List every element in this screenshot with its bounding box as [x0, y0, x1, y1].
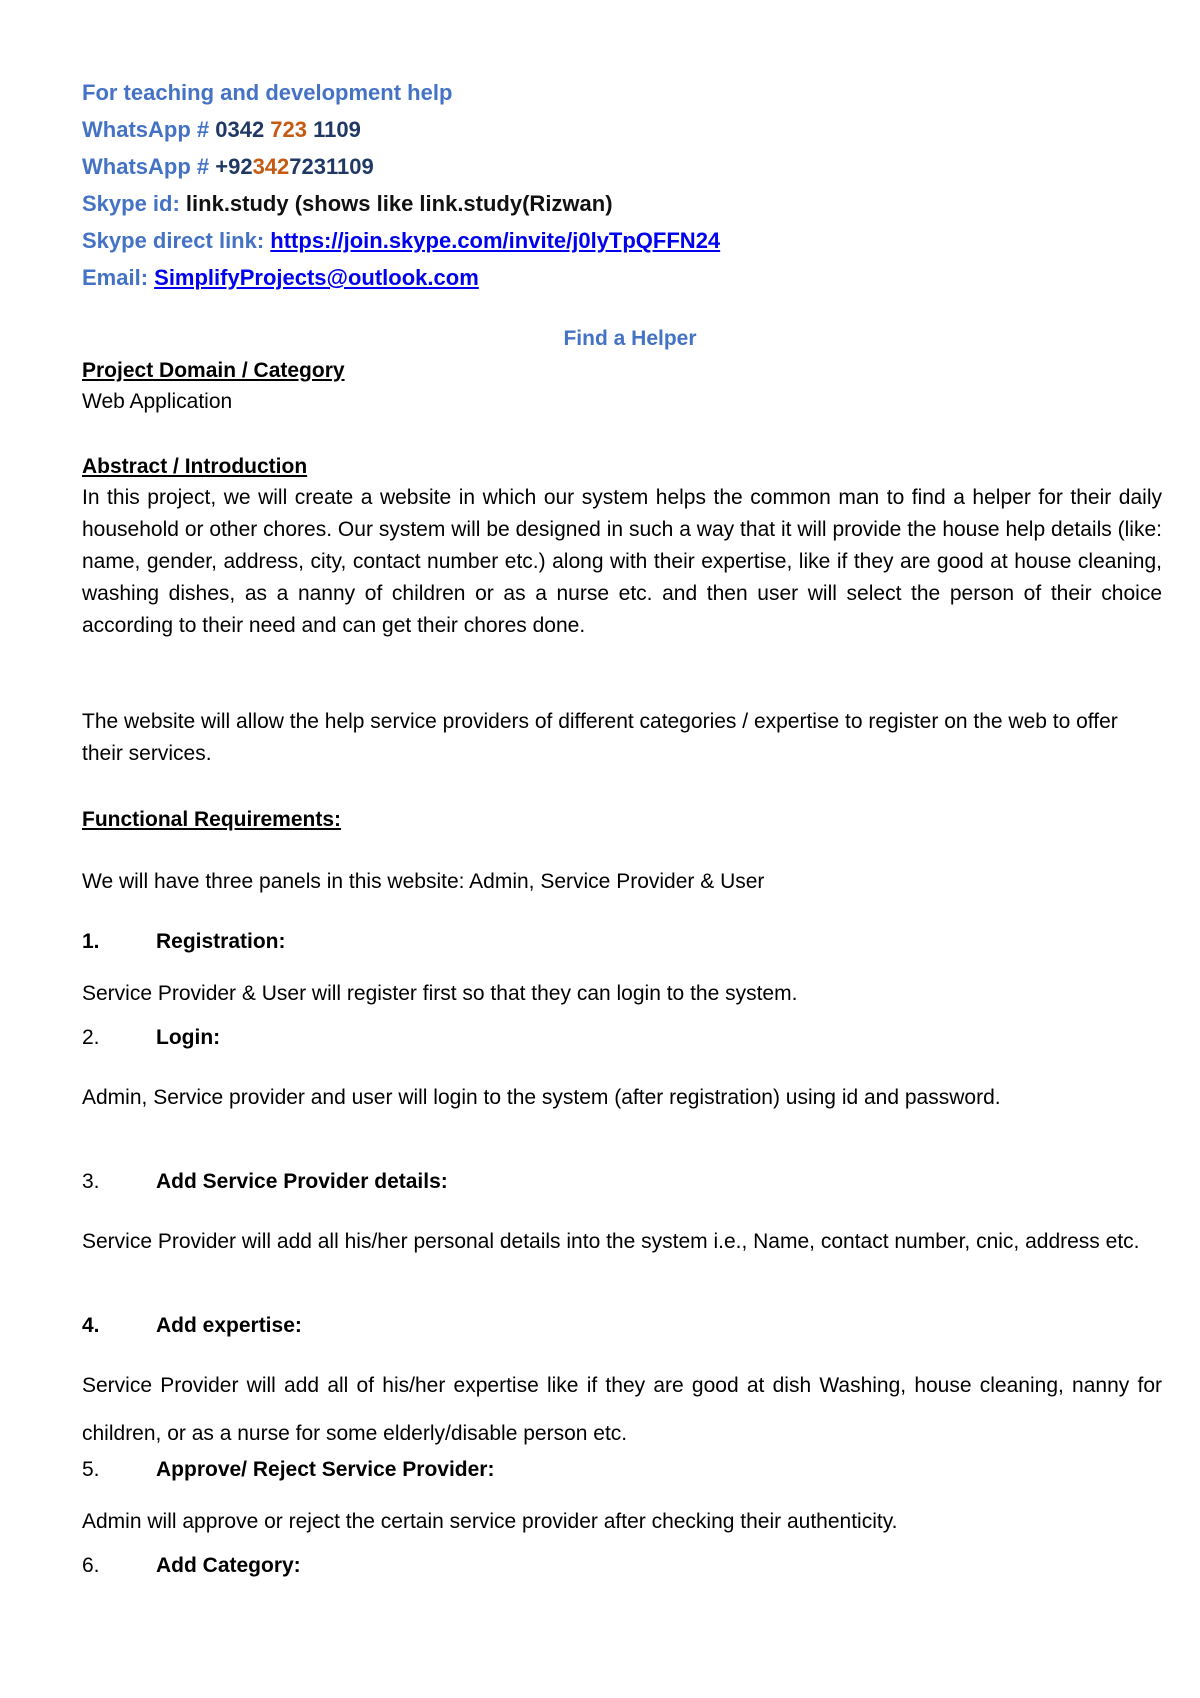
skype-id-label: Skype id:: [82, 191, 186, 216]
skype-link-line: [82, 227, 720, 255]
domain-value: Web Application: [82, 390, 233, 413]
requirement-item-heading: [82, 1026, 220, 1050]
document-title: Find a Helper: [563, 327, 697, 350]
whatsapp-label: WhatsApp #: [82, 117, 216, 142]
item-title: Add expertise:: [156, 1314, 302, 1337]
functional-requirements-heading: Functional Requirements:: [82, 808, 342, 831]
whatsapp-number-part: 0342: [215, 117, 271, 142]
abstract-heading: Abstract / Introduction: [82, 455, 308, 478]
requirement-item-heading: [82, 1170, 448, 1194]
item-title: Add Category:: [156, 1554, 301, 1577]
whatsapp-line-2: [82, 153, 374, 181]
item-title: Approve/ Reject Service Provider:: [156, 1458, 495, 1481]
abstract-paragraph-1: In this project, we will create a website in which our system helps the common man to find a helper for their daily household or other chores. Our system will be designed in such a way that it will provide the house help details (like: name, gender, address, city, contact number etc.) along with their expertise, like if they are good at house cleaning, washing dishes, as a nanny of children or as a nurse etc. and then user will select the person of their choice according to their need and can get their chores done.: [82, 486, 1162, 637]
skype-id-value: link.study (shows like link.study(Rizwan): [185, 191, 613, 216]
item-title: Login:: [156, 1026, 221, 1049]
requirement-item-text: Admin, Service provider and user will login to the system (after registration) using id and password.: [82, 1086, 1001, 1109]
domain-heading: Project Domain / Category: [82, 359, 345, 382]
requirement-item-text: Service Provider & User will register first so that they can login to the system.: [82, 982, 798, 1005]
item-number: 3.: [82, 1170, 100, 1193]
whatsapp-number-part: 7231109: [289, 154, 374, 179]
email-line: [82, 264, 479, 292]
contact-intro: For teaching and development help: [82, 80, 453, 105]
item-number: 4.: [82, 1314, 100, 1337]
skype-direct-link[interactable]: https://join.skype.com/invite/j0lyTpQFFN24: [270, 228, 721, 253]
requirement-item-text: Admin will approve or reject the certain service provider after checking their authenticity.: [82, 1510, 898, 1533]
whatsapp-line-1: [82, 116, 361, 144]
skype-link-label: Skype direct link:: [82, 228, 271, 253]
item-number: 1.: [82, 930, 100, 953]
whatsapp-number-part: 342: [252, 154, 290, 179]
requirement-item-heading: [82, 1554, 301, 1578]
item-title: Registration:: [156, 930, 286, 953]
requirement-item-text: Service Provider will add all his/her personal details into the system i.e., Name, contact number, cnic, address etc.: [82, 1230, 1140, 1253]
requirement-item-heading: [82, 1458, 494, 1482]
whatsapp-label: WhatsApp #: [82, 154, 216, 179]
abstract-paragraph-2: The website will allow the help service providers of different categories / expertise to register on the web to offer their services.: [82, 710, 1118, 765]
item-number: 5.: [82, 1458, 100, 1481]
email-label: Email:: [82, 265, 155, 290]
item-number: 2.: [82, 1026, 100, 1049]
panels-sentence: We will have three panels in this website: Admin, Service Provider & User: [82, 870, 765, 893]
item-title: Add Service Provider details:: [156, 1170, 448, 1193]
whatsapp-number-part: +92: [215, 154, 253, 179]
whatsapp-number-part: 1109: [307, 117, 361, 142]
requirement-item-heading: [82, 1314, 302, 1338]
whatsapp-number-part: 723: [270, 117, 308, 142]
requirement-item-text: Service Provider will add all of his/her expertise like if they are good at dish Washing, house cleaning, nanny for children, or as a nurse for some elderly/disable person etc.: [82, 1374, 1162, 1445]
item-number: 6.: [82, 1554, 100, 1577]
requirement-item-heading: [82, 930, 286, 954]
skype-id-line: [82, 190, 613, 218]
email-link[interactable]: SimplifyProjects@outlook.com: [154, 265, 479, 290]
